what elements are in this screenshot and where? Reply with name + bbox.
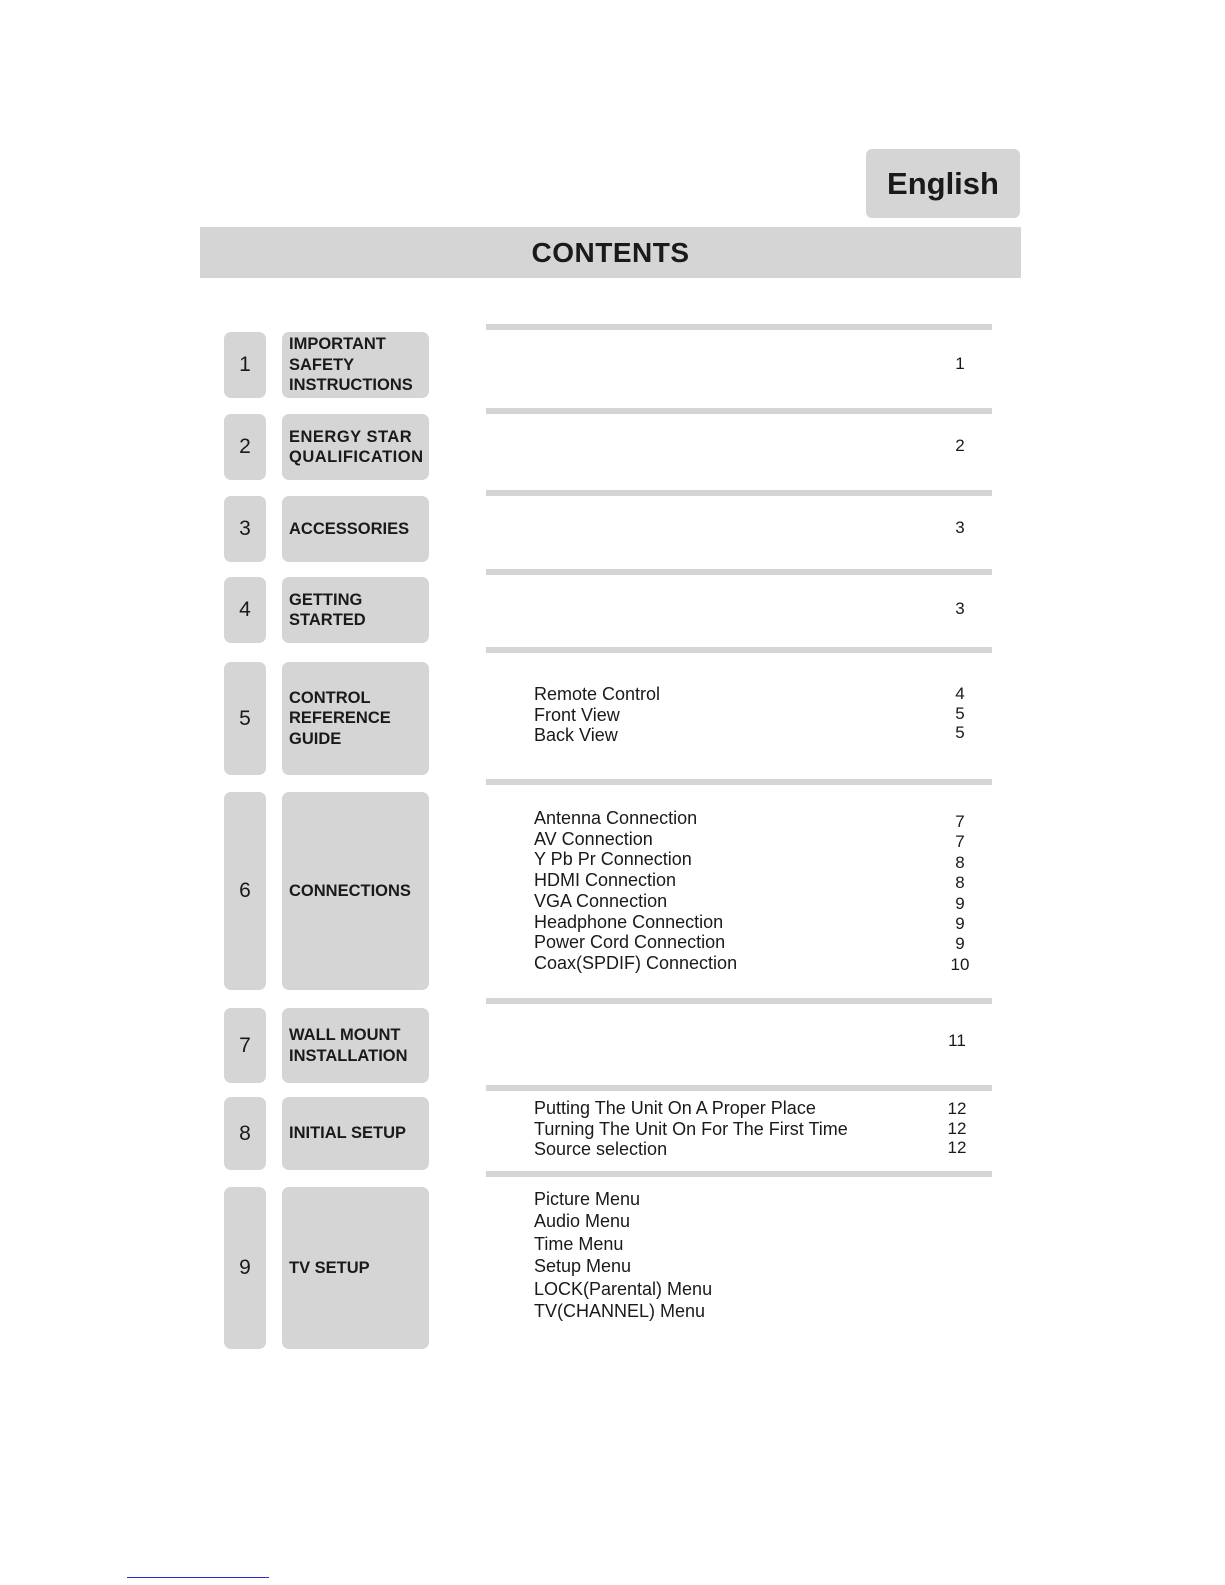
section-title[interactable] <box>282 1187 429 1349</box>
section-divider <box>486 1085 992 1091</box>
section-title-line: ACCESSORIES <box>289 519 410 538</box>
page-number: 7 <box>955 832 965 852</box>
page-number: 9 <box>955 914 965 934</box>
toc-entry[interactable]: Putting The Unit On A Proper Place <box>534 1098 816 1118</box>
page-numbers <box>940 684 980 743</box>
section-divider <box>486 324 992 330</box>
toc-entry[interactable]: Turning The Unit On For The First Time <box>534 1118 848 1139</box>
toc-section-4 <box>0 577 1225 643</box>
section-title-line: CONNECTIONS <box>289 881 411 900</box>
toc-entry[interactable]: Picture Menu <box>534 1189 641 1209</box>
section-divider <box>486 779 992 785</box>
page-number: 8 <box>955 873 965 893</box>
section-number: 6 <box>224 792 266 990</box>
toc-entry[interactable]: Y Pb Pr Connection <box>534 849 692 870</box>
page-number: 3 <box>955 518 965 537</box>
page-number: 9 <box>955 934 965 954</box>
page-number: 12 <box>947 1138 967 1158</box>
page-numbers <box>937 1031 977 1051</box>
toc-entry[interactable]: Headphone Connection <box>534 911 724 932</box>
section-title-line: SAFETY <box>289 355 355 374</box>
page-numbers <box>940 518 980 538</box>
toc-section-1 <box>0 332 1225 398</box>
section-divider <box>486 490 992 496</box>
toc-entry[interactable]: Source selection <box>534 1139 668 1160</box>
section-number: 3 <box>224 496 266 562</box>
section-number: 8 <box>224 1097 266 1170</box>
toc-entry[interactable]: Antenna Connection <box>534 808 698 828</box>
toc-section-6 <box>0 792 1225 990</box>
toc-entry[interactable]: LOCK(Parental) Menu <box>534 1278 713 1299</box>
section-title[interactable] <box>282 792 429 990</box>
section-number: 4 <box>224 577 266 643</box>
page-number: 4 <box>955 684 965 703</box>
page-numbers <box>940 436 980 456</box>
section-title[interactable] <box>282 414 429 480</box>
section-title-line: GETTING <box>289 590 363 609</box>
page-number: 2 <box>955 436 965 455</box>
section-title-line: REFERENCE <box>289 709 391 728</box>
toc-entry[interactable]: HDMI Connection <box>534 870 677 891</box>
toc-entry[interactable]: Setup Menu <box>534 1256 632 1277</box>
section-title-line: WALL MOUNT <box>289 1026 401 1044</box>
page-numbers <box>940 354 980 374</box>
page-number: 5 <box>955 723 965 743</box>
section-title[interactable] <box>282 662 429 775</box>
section-number: 2 <box>224 414 266 480</box>
section-title-line: GUIDE <box>289 729 342 748</box>
toc-section-8 <box>0 1097 1225 1170</box>
page-number: 12 <box>947 1099 967 1118</box>
toc-section-5 <box>0 662 1225 775</box>
page-number: 10 <box>950 954 970 974</box>
toc-entry-list <box>534 1098 914 1160</box>
toc-section-9 <box>0 1187 1225 1349</box>
toc-entry[interactable]: Front View <box>534 704 620 725</box>
section-divider <box>486 1171 992 1177</box>
section-title-line: IMPORTANT <box>289 335 386 354</box>
section-title-line: TV SETUP <box>289 1258 370 1277</box>
section-divider <box>486 998 992 1004</box>
section-title-line: INSTALLATION <box>289 1046 408 1065</box>
section-title[interactable] <box>282 1008 429 1083</box>
page-number: 8 <box>955 852 965 872</box>
toc-entry[interactable]: TV(CHANNEL) Menu <box>534 1301 706 1322</box>
toc-section-3 <box>0 496 1225 562</box>
section-divider <box>486 569 992 575</box>
toc-entry[interactable]: Back View <box>534 725 618 746</box>
page-number: 11 <box>948 1031 966 1050</box>
toc-section-2 <box>0 414 1225 480</box>
toc-section-7 <box>0 1008 1225 1083</box>
toc-entry[interactable]: Remote Control <box>534 684 661 704</box>
page-numbers <box>940 599 980 619</box>
section-divider <box>486 647 992 653</box>
toc-entry[interactable]: Coax(SPDIF) Connection <box>534 952 738 973</box>
section-number: 1 <box>224 332 266 398</box>
section-title-line: STARTED <box>289 611 366 629</box>
section-divider <box>486 408 992 414</box>
contents-title: CONTENTS <box>200 227 1021 278</box>
page-number: 12 <box>947 1118 967 1138</box>
page-numbers <box>940 812 980 975</box>
page-numbers <box>937 1099 977 1158</box>
page-number: 5 <box>955 703 965 723</box>
page-number: 7 <box>955 812 965 831</box>
section-number: 7 <box>224 1008 266 1083</box>
toc-entry[interactable]: Power Cord Connection <box>534 932 726 953</box>
section-title-line: QUALIFICATION <box>289 448 424 466</box>
footer-rule <box>127 1577 269 1578</box>
section-title[interactable] <box>282 496 429 562</box>
toc-entry-list <box>534 684 914 746</box>
toc-entry-list <box>534 808 914 974</box>
toc-entry-list <box>534 1188 914 1322</box>
toc-entry[interactable]: VGA Connection <box>534 890 668 911</box>
page-number: 1 <box>955 354 965 373</box>
section-number: 9 <box>224 1187 266 1349</box>
section-title-line: INSTRUCTIONS <box>289 376 413 395</box>
language-tab: English <box>866 149 1020 218</box>
toc-entry[interactable]: AV Connection <box>534 828 653 849</box>
section-title-line: ENERGY STAR <box>289 427 413 446</box>
toc-entry[interactable]: Time Menu <box>534 1233 624 1254</box>
section-title[interactable] <box>282 332 429 398</box>
section-title-line: INITIAL SETUP <box>289 1124 407 1143</box>
section-title-line: CONTROL <box>289 688 371 707</box>
page-number: 3 <box>955 599 965 618</box>
section-number: 5 <box>224 662 266 775</box>
section-title[interactable] <box>282 1097 429 1170</box>
section-title[interactable] <box>282 577 429 643</box>
toc-entry[interactable]: Audio Menu <box>534 1211 631 1232</box>
page-number: 9 <box>955 893 965 913</box>
